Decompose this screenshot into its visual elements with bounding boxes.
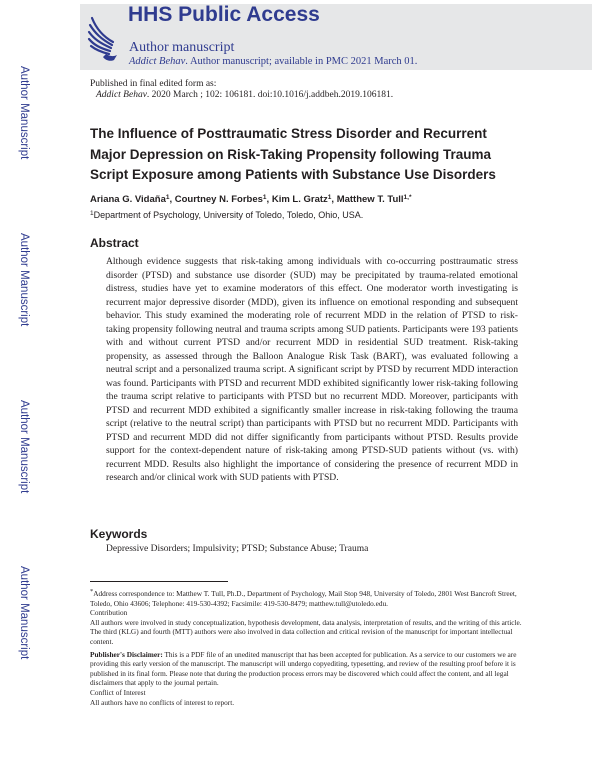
hhs-eagle-logo-icon xyxy=(86,10,120,64)
side-label-author-manuscript: Author Manuscript xyxy=(18,233,30,327)
correspondence-footnote xyxy=(90,587,522,608)
hhs-public-access-title: HHS Public Access xyxy=(128,3,320,26)
author-affiliation-mark: 1 xyxy=(165,194,170,201)
author-affiliation-mark: 1 xyxy=(327,194,332,201)
abstract-heading: Abstract xyxy=(90,236,139,250)
footnotes xyxy=(90,587,522,707)
journal-availability xyxy=(129,56,417,67)
author-name: Courtney N. Forbes xyxy=(174,194,263,205)
keywords-text: Depressive Disorders; Impulsivity; PTSD; Substance Abuse; Trauma xyxy=(106,544,369,554)
journal-abbrev: Addict Behav xyxy=(129,56,186,67)
author-list: Ariana G. Vidaña$^1$, Courtney N. Forbes$^1$, Kim L. Gratz$^1$, Matthew T. Tull$^{1,*}$ xyxy=(90,194,412,205)
publisher-disclaimer xyxy=(90,650,522,688)
author-manuscript-label: Author manuscript xyxy=(129,40,235,55)
availability-text: . Author manuscript; available in PMC 2021 March 01. xyxy=(185,56,418,67)
correspondence-text: Address correspondence to: Matthew T. Tull, Ph.D., Department of Psychology, Mail Stop 948, University of Toledo, 2801 West Bancroft Street, Toledo, Ohio 43606; Telephone: 419-530-4392; Facsimile: 419-530-8479; matthew.tull@utoledo.edu. xyxy=(90,589,517,608)
side-label-author-manuscript: Author Manuscript xyxy=(18,400,30,494)
citation-details: . 2020 March ; 102: 106181. doi:10.1016/j.addbeh.2019.106181. xyxy=(146,90,394,100)
side-label-author-manuscript: Author Manuscript xyxy=(18,566,30,660)
author-name: Ariana G. Vidaña xyxy=(90,194,166,205)
contribution-heading: Contribution xyxy=(90,608,128,618)
conflict-heading: Conflict of Interest xyxy=(90,687,146,697)
side-label-author-manuscript: Author Manuscript xyxy=(18,66,30,160)
article-title: The Influence of Posttraumatic Stress Disorder and Recurrent Major Depression on Risk-Taking Propensity following Trauma Script Exposure among Patients with Substance Use Disorders xyxy=(90,126,496,182)
citation xyxy=(96,90,393,100)
disclaimer-label: Publisher's Disclaimer: xyxy=(90,649,163,659)
contribution-text: All authors were involved in study conceptualization, hypothesis development, data analysis, interpretation of results, and the writing of this article. The third (KLG) and fourth (MTT) authors were also involved in data collection and critical revision of the manuscript for important intellectual content. xyxy=(90,617,522,646)
author-affiliation-mark: 1,* xyxy=(403,194,412,201)
citation-journal: Addict Behav xyxy=(96,90,147,100)
author-name: Kim L. Gratz xyxy=(271,194,328,205)
keywords-heading: Keywords xyxy=(90,527,148,541)
author-name: Matthew T. Tull xyxy=(336,194,404,205)
conflict-text: All authors have no conflicts of interest to report. xyxy=(90,697,235,707)
affiliation-mark: 1 xyxy=(90,210,94,217)
author-affiliation-mark: 1 xyxy=(262,194,267,201)
correspondence-mark: * xyxy=(90,588,94,595)
abstract-text: Although evidence suggests that risk-taking among individuals with co-occurring posttraumatic stress disorder (PTSD) and substance use disorder (SUD) may be precipitated by trauma-related emotional distress, studies have yet to examine moderators of this effect. One moderator worth investigating is recurrent major depressive disorder (MDD), given its influence on emotional responding and subsequent behavior. This study examined the moderating role of recurrent MDD in the relation of PTSD to risk-taking propensity following neutral and trauma scripts among SUD patients. Participants were 193 patients with and without current PTSD and/or recurrent MDD in residential SUD treatment. Risk-taking propensity, as assessed through the Balloon Analogue Risk Task (BART), was evaluated following a neutral script and a personalized trauma script. A significant script by PTSD by recurrent MDD interaction was found. Participants with PTSD and recurrent MDD exhibited significantly lower risk-taking following the trauma script relative to participants with PTSD but no recurrent MDD. Moreover, participants with PTSD and recurrent MDD exhibited a significantly smaller increase in risk-taking following the trauma script (relative to the neutral script) than participants with PTSD but no recurrent MDD. Participants with PTSD and recurrent MDD did not differ significantly from participants without PTSD. Results provide support for the context-dependent nature of risk-taking among PTSD-SUD patients without (vs. with) recurrent MDD. Results also highlight the importance of considering the presence of recurrent MDD in research and/or clinical work with SUD patients with PTSD. xyxy=(106,256,518,483)
disclaimer-text: This is a PDF file of an unedited manuscript that has been accepted for publication. As a service to our customers we are providing this early version of the manuscript. The manuscript will undergo copyediting, typesetting, and review of the resulting proof before it is published in its final form. Please note that during the production process errors may be discovered which could affect the content, and all legal disclaimers that apply to the journal pertain. xyxy=(90,649,517,688)
published-final-form-label: Published in final edited form as: xyxy=(90,79,217,89)
footnote-divider xyxy=(90,581,228,582)
affiliation-text: Department of Psychology, University of Toledo, Toledo, Ohio, USA. xyxy=(93,210,364,220)
affiliation xyxy=(90,210,363,220)
